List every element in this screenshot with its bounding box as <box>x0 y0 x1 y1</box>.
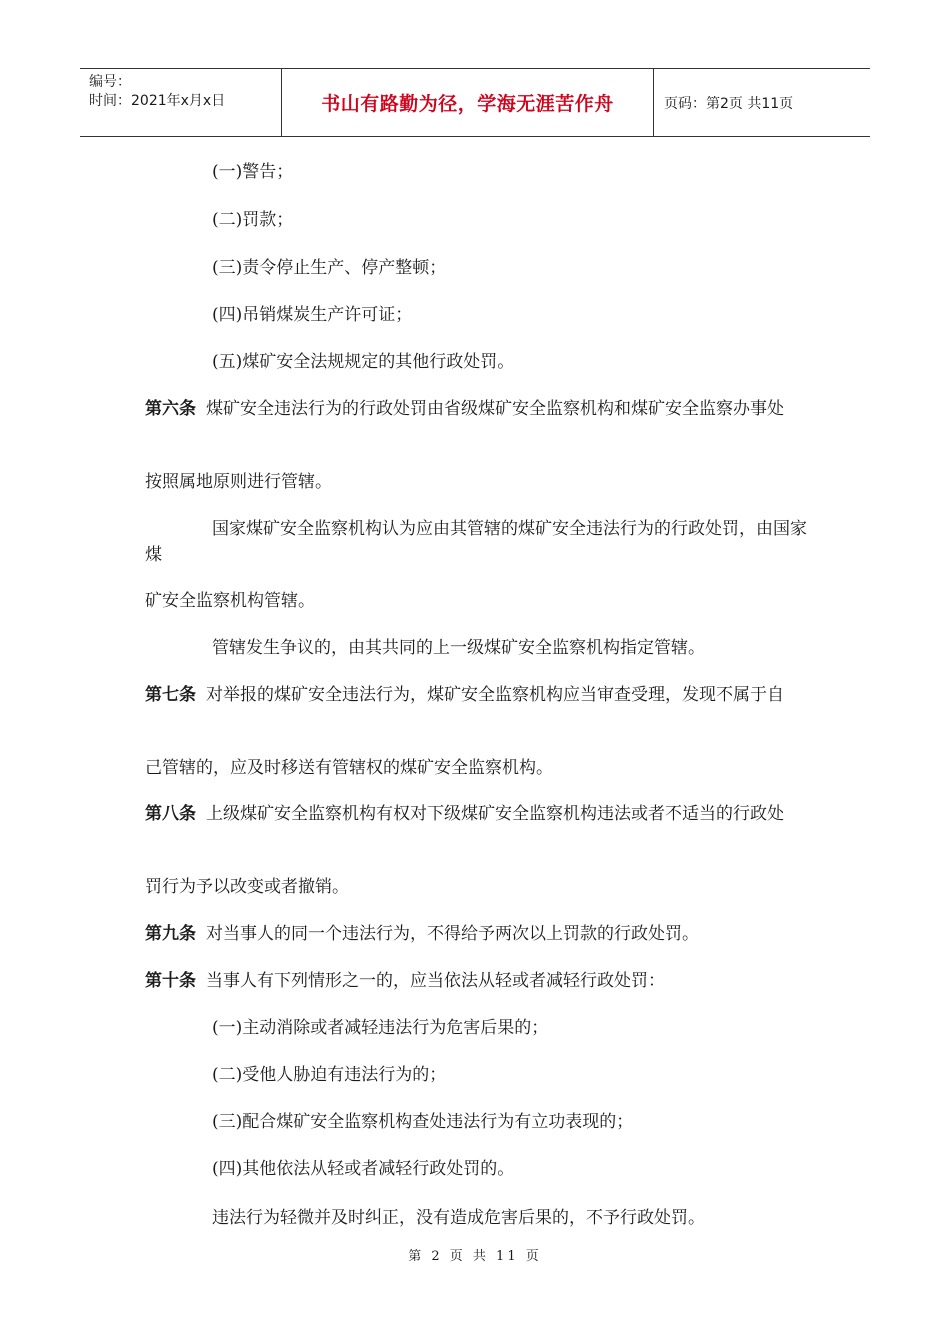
article-heading: 第七条 <box>145 685 196 705</box>
paragraph: (一)主动消除或者减轻违法行为危害后果的； <box>212 1018 549 1038</box>
paragraph: (二)受他人胁迫有违法行为的； <box>212 1065 447 1085</box>
article-10: 第十条 当事人有下列情形之一的，应当依法从轻或者减轻行政处罚： <box>145 971 665 991</box>
paragraph: (一)警告； <box>212 162 294 182</box>
article-9: 第九条 对当事人的同一个违法行为，不得给予两次以上罚款的行政处罚。 <box>145 924 699 944</box>
paragraph: 违法行为轻微并及时纠正，没有造成危害后果的，不予行政处罚。 <box>212 1208 705 1228</box>
motto-text: 书山有路勤为径，学海无涯苦作舟 <box>321 93 614 115</box>
article-heading: 第十条 <box>145 971 196 991</box>
article-7: 第七条 对举报的煤矿安全违法行为，煤矿安全监察机构应当审查受理，发现不属于自 <box>145 685 784 705</box>
header-meta <box>80 69 282 136</box>
paragraph: 国家煤矿安全监察机构认为应由其管辖的煤矿安全违法行为的行政处罚，由国家煤 <box>145 519 807 565</box>
article-8: 第八条 上级煤矿安全监察机构有权对下级煤矿安全监察机构违法或者不适当的行政处 <box>145 804 784 824</box>
article-heading: 第九条 <box>145 924 196 944</box>
header-page-number: 页码：第2页 共11页 <box>664 95 794 112</box>
paragraph: (五)煤矿安全法规规定的其他行政处罚。 <box>212 352 515 372</box>
header-motto <box>282 69 654 136</box>
article-heading: 第八条 <box>145 804 196 824</box>
paragraph: (二)罚款； <box>212 210 294 230</box>
paragraph: 矿安全监察机构管辖。 <box>145 591 315 611</box>
paragraph: (三)配合煤矿安全监察机构查处违法行为有立功表现的； <box>212 1112 634 1132</box>
article-heading: 第六条 <box>145 399 196 419</box>
paragraph: 罚行为予以改变或者撤销。 <box>145 877 349 897</box>
paragraph: (四)其他依法从轻或者减轻行政处罚的。 <box>212 1159 515 1179</box>
document-number: 编号： <box>89 74 131 90</box>
paragraph: 按照属地原则进行管辖。 <box>145 472 332 492</box>
document-date: 时间：2021年x月x日 <box>89 93 226 109</box>
paragraph: (四)吊销煤炭生产许可证； <box>212 305 413 325</box>
page-header <box>80 68 870 137</box>
paragraph: 己管辖的，应及时移送有管辖权的煤矿安全监察机构。 <box>145 758 553 778</box>
article-6: 第六条 煤矿安全违法行为的行政处罚由省级煤矿安全监察机构和煤矿安全监察办事处 <box>145 399 784 419</box>
paragraph: 管辖发生争议的，由其共同的上一级煤矿安全监察机构指定管辖。 <box>212 638 705 658</box>
paragraph: (三)责令停止生产、停产整顿； <box>212 258 447 278</box>
page-footer: 第 2 页 共 11 页 <box>408 1249 542 1264</box>
